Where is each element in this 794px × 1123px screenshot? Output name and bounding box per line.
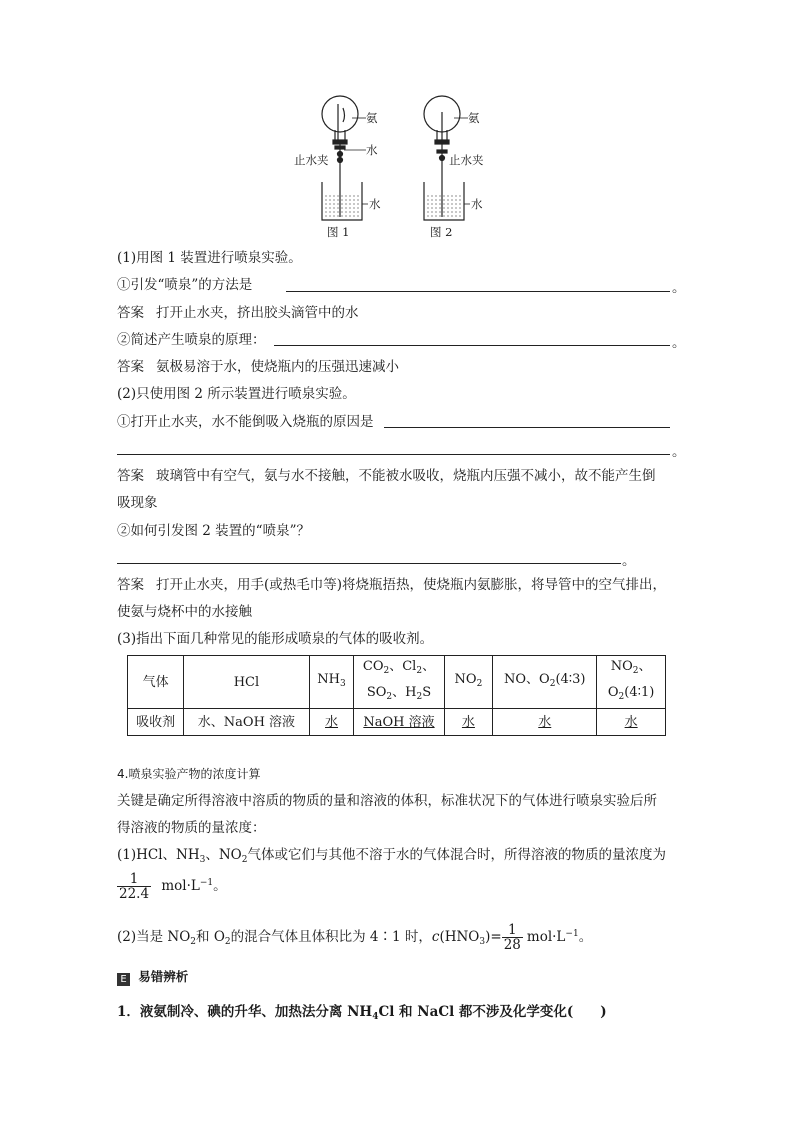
gas-no2-o2: $NO_2$、 $O_2(4∶1)$ <box>597 656 666 709</box>
clamp-label-2: 止水夹 <box>449 153 484 167</box>
table-head-absorbent: 吸收剂 <box>128 709 184 736</box>
answer-label: 答案 <box>117 468 144 484</box>
section-badge-icon: E <box>117 973 130 986</box>
absorbent-no-o2: 水 <box>493 709 597 736</box>
ammonia-label-2: 氨 <box>468 111 480 125</box>
absorbent-hcl: 水、NaOH 溶液 <box>184 709 309 736</box>
absorbent-table <box>127 655 666 736</box>
absorbent-nh3: 水 <box>309 709 354 736</box>
gas-no-o2: NO、$O_2(4∶3)$ <box>493 656 597 709</box>
answer-blank <box>117 563 621 564</box>
answer-blank <box>286 291 670 292</box>
absorbent-no2: 水 <box>444 709 493 736</box>
gas-co2-cl2-so2-h2s: $CO_2$、$Cl_2$、 $SO_2$、$H_2S$ <box>354 656 444 709</box>
beaker-water-label-2: 水 <box>471 197 483 211</box>
fraction: $\frac{1}{22.4}$ <box>119 871 150 902</box>
section4-point2: (2)当是 $NO_2$和 $O_2$的混合气体且体积比为 4∶1 时，$c(HNO_3)=$ $\frac{1}{28}$ $mol\cdot L^{-1}$。 <box>117 922 593 953</box>
clamp-label-1: 止水夹 <box>294 153 329 167</box>
sentence-end: 。 <box>672 280 686 296</box>
sentence-end: 。 <box>672 335 686 351</box>
beaker-water-label-1: 水 <box>369 197 381 211</box>
answer-blank <box>384 427 670 428</box>
error-section-title: 易错辨析 <box>138 969 189 984</box>
part2-answer1-cont: 吸现象 <box>117 495 158 511</box>
table-row <box>128 709 666 736</box>
answer-label: 答案 <box>117 577 144 593</box>
sentence-end: 。 <box>672 444 686 460</box>
answer-blank <box>117 454 670 455</box>
section4-intro-2: 得溶液的物质的量浓度： <box>117 820 266 836</box>
section4-title: 4.喷泉实验产物的浓度计算 <box>117 767 261 781</box>
part2-answer2 <box>117 576 666 594</box>
answer-text: 打开止水夹，用手(或热毛巾等)将烧瓶捂热，使烧瓶内氨膨胀，将导管中的空气排出， <box>156 577 667 593</box>
ammonia-label-1: 氨 <box>366 111 378 125</box>
error-section-header <box>117 967 188 986</box>
answer-label: 答案 <box>117 359 144 375</box>
part1-question1: ①引发“喷泉”的方法是 <box>117 277 253 293</box>
fraction: $\frac{1}{28}$ <box>503 922 521 953</box>
absorbent-acid-gases: NaOH 溶液 <box>354 709 444 736</box>
answer-text: 玻璃管中有空气，氨与水不接触，不能被水吸收，烧瓶内压强不减小，故不能产生倒 <box>156 468 656 484</box>
error-question-1: 1．液氨制冷、碘的升华、加热法分离 $NH_4Cl$ 和 NaCl 都不涉及化学变化( ) <box>117 1004 607 1022</box>
absorbent-no2-o2: 水 <box>597 709 666 736</box>
answer-blank <box>274 345 670 346</box>
part3-heading: (3)指出下面几种常见的能形成喷泉的气体的吸收剂。 <box>117 631 434 647</box>
part2-question1: ①打开止水夹，水不能倒吸入烧瓶的原因是 <box>117 414 374 430</box>
part1-question2: ②简述产生喷泉的原理： <box>117 332 266 348</box>
part2-question2: ②如何引发图 2 装置的“喷泉”？ <box>117 523 310 539</box>
gas-hcl: HCl <box>184 656 309 709</box>
part2-heading: (2)只使用图 2 所示装置进行喷泉实验。 <box>117 386 356 402</box>
answer-label: 答案 <box>117 305 144 321</box>
part2-answer1 <box>117 467 656 485</box>
part2-answer2-cont: 使氨与烧杯中的水接触 <box>117 604 252 620</box>
sentence-end: 。 <box>622 553 636 569</box>
part1-answer2 <box>117 358 399 376</box>
section4-intro-1: 关键是确定所得溶液中溶质的物质的量和溶液的体积，标准状况下的气体进行喷泉实验后所 <box>117 793 657 809</box>
table-head-gas: 气体 <box>128 656 184 709</box>
formula-1: $\frac{1}{22.4}$ $mol\cdot L^{-1}$。 <box>119 871 227 902</box>
answer-text: 打开止水夹，挤出胶头滴管中的水 <box>156 305 359 321</box>
gas-nh3: $NH_3$ <box>309 656 354 709</box>
water-label-1: 水 <box>366 143 378 157</box>
part1-answer1 <box>117 304 359 322</box>
table-row <box>128 656 666 709</box>
part1-heading: (1)用图 1 装置进行喷泉实验。 <box>117 250 302 266</box>
answer-text: 氨极易溶于水，使烧瓶内的压强迅速减小 <box>156 359 399 375</box>
figure-2-caption: 图 2 <box>430 225 453 239</box>
gas-no2: $NO_2$ <box>444 656 493 709</box>
section4-point1: (1)HCl、$NH_3$、$NO_2$气体或它们与其他不溶于水的气体混合时，所得溶液的物质的量浓度为 <box>117 847 666 865</box>
figure-1-caption: 图 1 <box>327 225 350 239</box>
